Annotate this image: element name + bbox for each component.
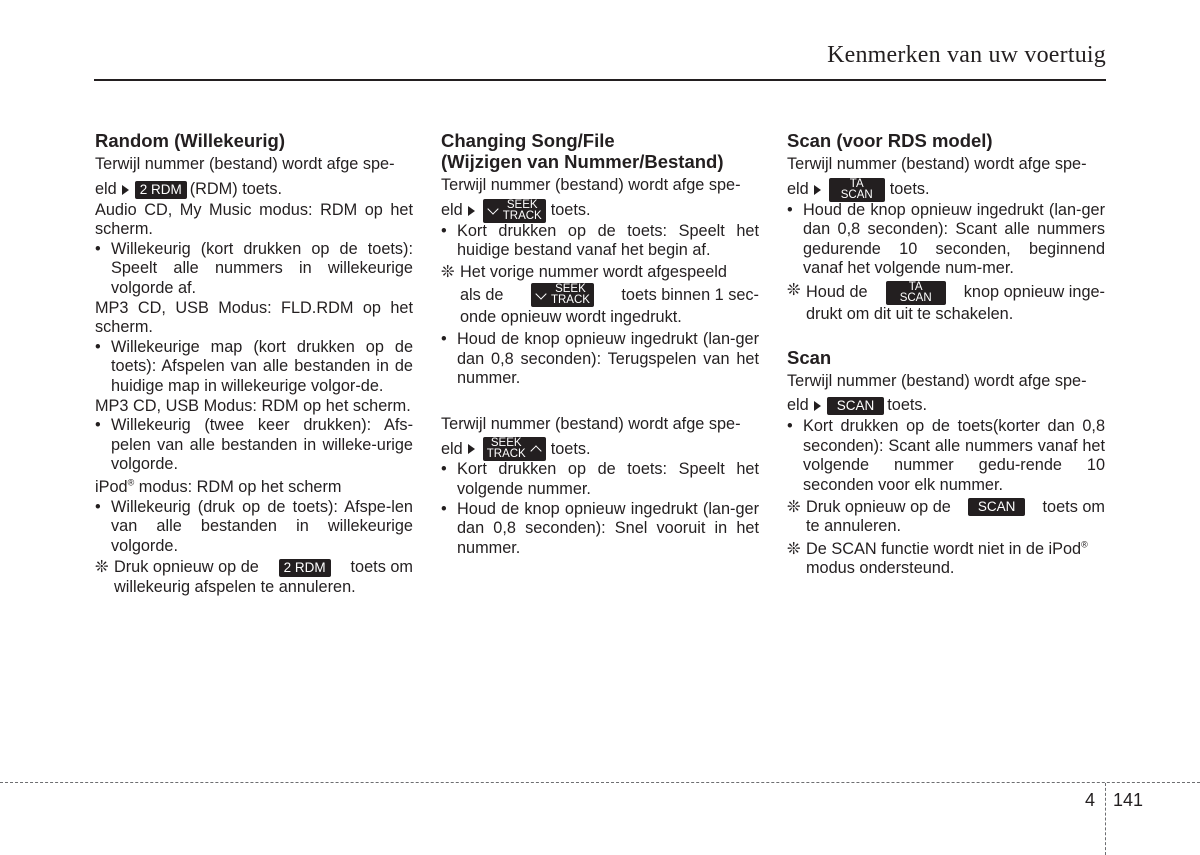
key-label-bottom: TRACK xyxy=(502,209,542,222)
key-label-top: SEEK xyxy=(490,437,522,450)
note-text: Het vorige nummer wordt afgespeeld xyxy=(460,262,727,281)
list-item-text: Kort drukken op de toets(korter dan 0,8 seconden): Scant alle nummers vanaf het volgende nummer gedu-rende 10 seconden voor elk nummer. xyxy=(803,417,1105,494)
intro-text-cont: eld xyxy=(441,200,463,219)
rdm-key-icon: 2 RDM xyxy=(135,181,187,199)
note-item xyxy=(787,498,1105,537)
bullet-marker: • xyxy=(441,460,447,479)
bullet-marker: • xyxy=(95,497,101,516)
intro-text-cont: eld xyxy=(95,179,117,198)
list-item-text: Houd de knop opnieuw ingedrukt (lan-ger dan 0,8 seconden): Scant alle nummers gedurende 10 seconden, beginnend vanaf het volgende num-mer. xyxy=(803,200,1105,278)
intro-text-end: toets. xyxy=(550,439,591,458)
scan-key-icon: SCAN xyxy=(968,498,1026,516)
list-item xyxy=(95,240,413,299)
list-item xyxy=(441,330,759,389)
key-label-top: TA xyxy=(849,177,864,190)
intro-text-cont: eld xyxy=(787,396,809,415)
rdm-key-icon: 2 RDM xyxy=(279,559,331,577)
footer-dashed-rule xyxy=(0,782,1200,783)
note-marker-icon: ❊ xyxy=(787,539,801,558)
list-item xyxy=(441,460,759,499)
column-random xyxy=(95,130,413,597)
mode-audio-text: Audio CD, My Music modus: RDM op het scherm. xyxy=(95,200,413,239)
note-text-cont: toets binnen 1 sec- xyxy=(621,285,759,304)
mode-mp3-rdm-text: MP3 CD, USB Modus: RDM op het scherm. xyxy=(95,396,411,415)
column-scan xyxy=(787,130,1105,579)
note-item xyxy=(441,263,759,328)
bullet-marker: • xyxy=(441,499,447,518)
bullet-marker: • xyxy=(787,417,793,436)
section-heading-random: Random (Willekeurig) xyxy=(95,130,285,151)
intro-text: Terwijl nummer (bestand) wordt afge spe- xyxy=(95,155,395,173)
list-item-text: Willekeurige map (kort drukken op de toets): Afspelen van alle bestanden in de huidige map in willekeurige volgor-de. xyxy=(111,337,413,395)
note-text-end: drukt om dit uit te schakelen. xyxy=(806,304,1014,323)
note-text-cont: toets om xyxy=(1042,497,1105,516)
registered-mark: ® xyxy=(127,477,135,488)
key-label-top: SEEK xyxy=(555,283,586,296)
seek-track-down-key-icon xyxy=(483,199,546,223)
key-label-top: TA xyxy=(908,280,923,293)
bullet-marker: • xyxy=(95,239,101,258)
note-text-cont: knop opnieuw inge- xyxy=(963,283,1105,302)
intro-text-cont: eld xyxy=(441,439,463,458)
note-marker-icon: ❊ xyxy=(787,280,801,299)
note-text: Houd de xyxy=(806,283,868,302)
header-rule xyxy=(94,79,1106,81)
key-label-top: SEEK xyxy=(506,198,538,211)
list-item xyxy=(95,338,413,397)
intro-key-row xyxy=(441,438,759,460)
ta-scan-key-icon xyxy=(829,178,885,202)
note-marker-icon: ❊ xyxy=(95,558,109,577)
note-text-cont: als de xyxy=(460,285,504,304)
key-label-bottom: TRACK xyxy=(550,294,590,307)
intro-key-row xyxy=(441,200,759,222)
list-item xyxy=(441,222,759,261)
play-triangle-icon xyxy=(468,444,475,454)
note-text-end: modus ondersteund. xyxy=(806,559,955,578)
section-heading-scan-rds: Scan (voor RDS model) xyxy=(787,130,993,151)
bullet-marker: • xyxy=(95,416,101,435)
note-text: De SCAN functie wordt niet in de iPod xyxy=(806,539,1082,558)
note-item xyxy=(787,540,1105,579)
list-item-text: Willekeurig (twee keer drukken): Afs-pelen van alle bestanden in willeke-urige volgorde. xyxy=(111,416,413,474)
play-triangle-icon xyxy=(814,401,821,411)
scan-key-icon: SCAN xyxy=(827,397,885,415)
key-label-bottom: TRACK xyxy=(486,448,526,461)
bullet-marker: • xyxy=(441,221,447,240)
intro-key-row xyxy=(787,395,1105,417)
ipod-text-cont: modus: RDM op het scherm xyxy=(134,477,342,496)
section-heading-changing-song: Changing Song/File xyxy=(441,130,615,151)
list-item-text: Kort drukken op de toets: Speelt het volgende nummer. xyxy=(457,460,759,498)
note-text: Druk opnieuw op de xyxy=(806,497,951,516)
intro-text: Terwijl nummer (bestand) wordt afge spe- xyxy=(441,414,741,433)
intro-text: Terwijl nummer (bestand) wordt afge spe- xyxy=(787,371,1087,390)
chevron-up-icon xyxy=(530,445,541,456)
ipod-text: iPod xyxy=(95,477,128,496)
intro-text-end: toets. xyxy=(550,200,591,219)
play-triangle-icon xyxy=(122,185,129,195)
registered-mark: ® xyxy=(1081,539,1088,550)
intro-text-end: toets. xyxy=(889,179,930,198)
list-item xyxy=(441,500,759,559)
intro-text: Terwijl nummer (bestand) wordt afge spe- xyxy=(441,176,741,194)
note-text: Druk opnieuw op de xyxy=(114,558,259,577)
bullet-marker: • xyxy=(787,200,793,219)
list-item-text: Willekeurig (kort drukken op de toets): Speelt alle nummers in willekeurige volgorde af. xyxy=(111,239,413,297)
seek-track-down-key-icon xyxy=(531,283,594,307)
intro-key-row xyxy=(787,179,1105,201)
key-label-bottom: SCAN xyxy=(899,291,932,304)
chevron-down-icon xyxy=(535,288,546,299)
page-header-title: Kenmerken van uw voertuig xyxy=(827,42,1106,68)
note-marker-icon: ❊ xyxy=(787,497,801,516)
note-text-end: willekeurig afspelen te annuleren. xyxy=(114,577,356,596)
bullet-marker: • xyxy=(441,329,447,348)
footer-dashed-divider xyxy=(1105,783,1106,855)
play-triangle-icon xyxy=(814,185,821,195)
play-triangle-icon xyxy=(468,206,475,216)
list-item-text: Kort drukken op de toets: Speelt het huidige bestand vanaf het begin af. xyxy=(457,221,759,260)
column-changing-song xyxy=(441,130,759,558)
intro-text: Terwijl nummer (bestand) wordt afge spe- xyxy=(787,155,1087,173)
mode-ipod-text xyxy=(95,478,413,498)
bullet-marker: • xyxy=(95,337,101,356)
chevron-down-icon xyxy=(487,203,498,214)
list-item xyxy=(787,417,1105,495)
key-label-bottom: SCAN xyxy=(840,188,873,201)
note-text-end: te annuleren. xyxy=(806,517,902,536)
note-marker-icon: ❊ xyxy=(441,262,455,281)
note-item xyxy=(787,281,1105,325)
note-item xyxy=(95,558,413,597)
section-subheading-changing-song: (Wijzigen van Nummer/Bestand) xyxy=(441,151,724,172)
list-item-text: Willekeurig (druk op de toets): Afspe-len van alle bestanden in willekeurige volgorde. xyxy=(111,497,413,555)
list-item-text: Houd de knop opnieuw ingedrukt (lan-ger dan 0,8 seconden): Snel vooruit in het nummer. xyxy=(457,499,759,557)
list-item xyxy=(787,201,1105,279)
seek-track-up-key-icon xyxy=(483,437,546,461)
section-heading-scan: Scan xyxy=(787,346,832,368)
intro-text-end: toets. xyxy=(887,396,928,415)
list-item-text: Houd de knop opnieuw ingedrukt (lan-ger dan 0,8 seconden): Terugspelen van het nummer. xyxy=(457,329,759,388)
page-number: 141 xyxy=(1113,790,1144,810)
mode-mp3-fld-text: MP3 CD, USB Modus: FLD.RDM op het scherm. xyxy=(95,298,413,337)
list-item xyxy=(95,416,413,475)
intro-text-cont: eld xyxy=(787,179,809,198)
note-text-cont: toets om xyxy=(350,558,413,577)
list-item xyxy=(95,498,413,557)
ta-scan-key-icon xyxy=(886,281,946,305)
intro-text-end: (RDM) toets. xyxy=(189,179,283,198)
note-text-end: onde opnieuw wordt ingedrukt. xyxy=(460,308,682,327)
chapter-number: 4 xyxy=(1085,790,1096,810)
intro-key-row xyxy=(95,179,413,201)
